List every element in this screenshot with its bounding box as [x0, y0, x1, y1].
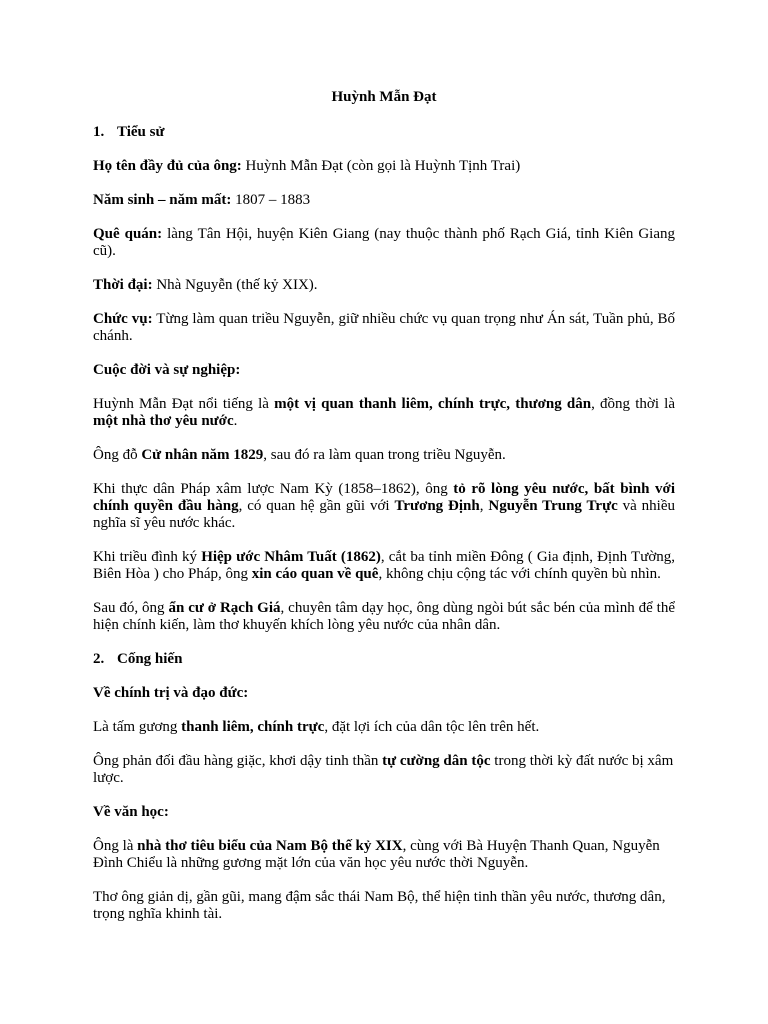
- paragraph-invasion: Khi thực dân Pháp xâm lược Nam Kỳ (1858–1862), ông tỏ rõ lòng yêu nước, bất bình với chính quyền đầu hàng, có quan hệ gần gũi với Trương Định, Nguyễn Trung Trực và nhiều nghĩa sĩ yêu nước khác.: [93, 481, 676, 531]
- hometown-line: Quê quán: làng Tân Hội, huyện Kiên Giang (nay thuộc thành phố Rạch Giá, tỉnh Kiên Giang cũ).: [93, 226, 675, 259]
- literature-heading: Về văn học:: [93, 804, 169, 820]
- section-heading-contributions: 2. Cống hiến: [93, 651, 183, 667]
- paragraph-treaty: Khi triều đình ký Hiệp ước Nhâm Tuất (1862), cắt ba tỉnh miền Đông ( Gia định, Định Tường, Biên Hòa ) cho Pháp, ông xin cáo quan về quê, không chịu cộng tác với chính quyền bù nhìn.: [93, 549, 676, 582]
- paragraph-integrity: Là tấm gương thanh liêm, chính trực, đặt lợi ích của dân tộc lên trên hết.: [93, 719, 540, 735]
- paragraph-exam: Ông đỗ Cử nhân năm 1829, sau đó ra làm quan trong triều Nguyễn.: [93, 447, 506, 463]
- section-heading-biography: 1. Tiểu sử: [93, 124, 165, 140]
- paragraph-reputation: Huỳnh Mẫn Đạt nổi tiếng là một vị quan thanh liêm, chính trực, thương dân, đồng thời là một nhà thơ yêu nước.: [93, 396, 676, 429]
- life-heading: Cuộc đời và sự nghiệp:: [93, 362, 241, 378]
- document-title: Huỳnh Mẫn Đạt: [331, 89, 437, 105]
- position-line: Chức vụ: Từng làm quan triều Nguyễn, giữ nhiều chức vụ quan trọng như Án sát, Tuần phủ, Bố chánh.: [93, 311, 675, 344]
- paragraph-poetry-style: Thơ ông giản dị, gần gũi, mang đậm sắc thái Nam Bộ, thể hiện tinh thần yêu nước, thương dân, trọng nghĩa khinh tài.: [93, 889, 666, 922]
- years-line: Năm sinh – năm mất: 1807 – 1883: [93, 192, 311, 208]
- paragraph-poet: Ông là nhà thơ tiêu biểu của Nam Bộ thế kỷ XIX, cùng với Bà Huyện Thanh Quan, Nguyễn Đình Chiểu là những gương mặt lớn của văn học yêu nước thời Nguyễn.: [93, 838, 660, 871]
- paragraph-retirement: Sau đó, ông ẩn cư ở Rạch Giá, chuyên tâm dạy học, ông dùng ngòi bút sắc bén của mình để thể hiện chính kiến, làm thơ khuyến khích lòng yêu nước của nhân dân.: [93, 600, 676, 633]
- fullname-line: Họ tên đầy đủ của ông: Huỳnh Mẫn Đạt (còn gọi là Huỳnh Tịnh Trai): [93, 158, 521, 174]
- politics-heading: Về chính trị và đạo đức:: [93, 685, 249, 701]
- paragraph-resistance: Ông phản đối đầu hàng giặc, khơi dậy tinh thần tự cường dân tộc trong thời kỳ đất nước bị xâm lược.: [93, 753, 674, 786]
- era-line: Thời đại: Nhà Nguyễn (thế kỷ XIX).: [93, 277, 318, 293]
- document-content: [93, 89, 675, 940]
